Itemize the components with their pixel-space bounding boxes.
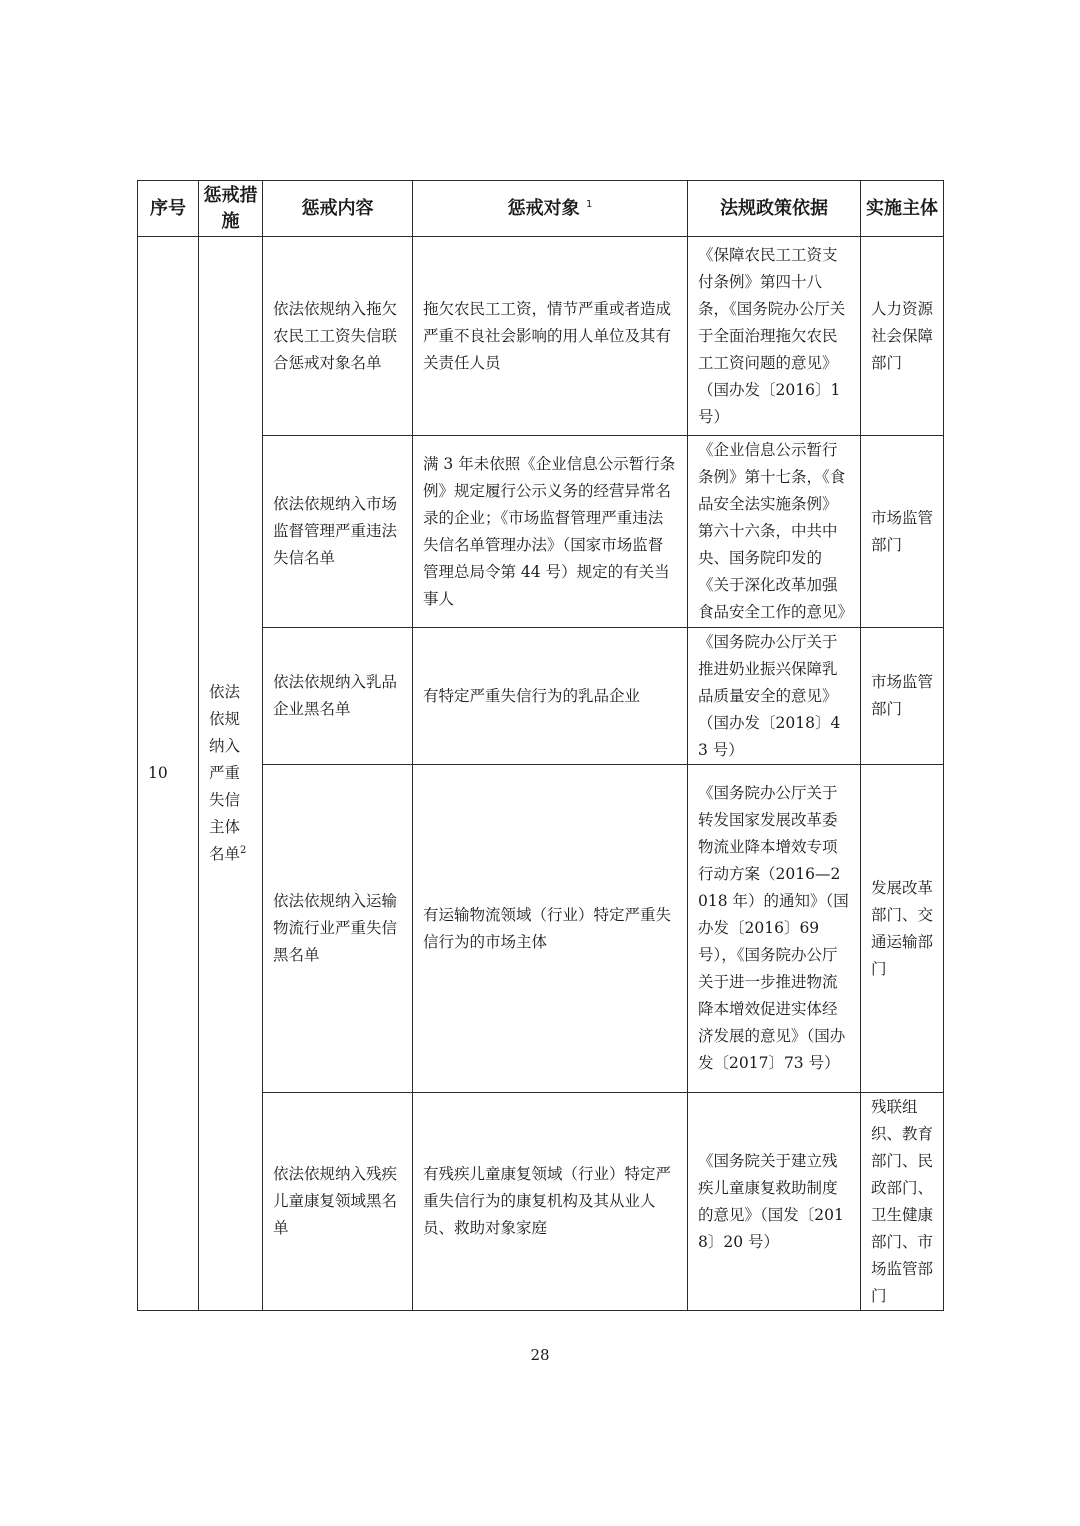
table-header-row xyxy=(138,181,944,237)
target-cell: 拖欠农民工工资，情节严重或者造成严重不良社会影响的用人单位及其有关责任人员 xyxy=(413,237,688,436)
agency-cell: 市场监管部门 xyxy=(861,436,944,628)
basis-cell: 《国务院关于建立残疾儿童康复救助制度的意见》（国发〔2018〕20 号） xyxy=(688,1093,861,1311)
measure-cell: 依法依规纳入严重失信主体名单$^2$ xyxy=(199,237,263,1311)
punishment-table xyxy=(137,180,944,1311)
basis-cell: 《企业信息公示暂行条例》第十七条，《食品安全法实施条例》第六十六条，中共中央、国务院印发的《关于深化改革加强食品安全工作的意见》 xyxy=(688,436,861,628)
agency-cell: 人力资源社会保障部门 xyxy=(861,237,944,436)
footnote-marker: 2 xyxy=(240,844,247,856)
header-agency: 实施主体 xyxy=(861,181,944,237)
footnote-marker: 1 xyxy=(585,198,593,210)
agency-cell: 残联组织、教育部门、民政部门、卫生健康部门、市场监管部门 xyxy=(861,1093,944,1311)
target-cell: 有运输物流领域（行业）特定严重失信行为的市场主体 xyxy=(413,765,688,1093)
content-cell: 依法依规纳入运输物流行业严重失信黑名单 xyxy=(263,765,413,1093)
header-measure: 惩戒措施 xyxy=(199,181,263,237)
target-cell: 有特定严重失信行为的乳品企业 xyxy=(413,628,688,765)
header-basis: 法规政策依据 xyxy=(688,181,861,237)
header-content: 惩戒内容 xyxy=(263,181,413,237)
page-number: 28 xyxy=(530,1346,550,1364)
header-seq: 序号 xyxy=(138,181,199,237)
header-target: 惩戒对象 $^1$ xyxy=(413,181,688,237)
seq-cell: 10 xyxy=(138,237,199,1311)
content-cell: 依法依规纳入拖欠农民工工资失信联合惩戒对象名单 xyxy=(263,237,413,436)
content-cell: 依法依规纳入市场监督管理严重违法失信名单 xyxy=(263,436,413,628)
table-row xyxy=(138,237,944,436)
content-cell: 依法依规纳入乳品企业黑名单 xyxy=(263,628,413,765)
basis-cell: 《保障农民工工资支付条例》第四十八条，《国务院办公厅关于全面治理拖欠农民工工资问题的意见》（国办发〔2016〕1 号） xyxy=(688,237,861,436)
target-cell: 有残疾儿童康复领域（行业）特定严重失信行为的康复机构及其从业人员、救助对象家庭 xyxy=(413,1093,688,1311)
agency-cell: 发展改革部门、交通运输部门 xyxy=(861,765,944,1093)
target-cell: 满 3 年未依照《企业信息公示暂行条例》规定履行公示义务的经营异常名录的企业；《市场监督管理严重违法失信名单管理办法》（国家市场监督管理总局令第 44 号）规定的有关当事人 xyxy=(413,436,688,628)
content-cell: 依法依规纳入残疾儿童康复领域黑名单 xyxy=(263,1093,413,1311)
basis-cell: 《国务院办公厅关于推进奶业振兴保障乳品质量安全的意见》（国办发〔2018〕43 号） xyxy=(688,628,861,765)
agency-cell: 市场监管部门 xyxy=(861,628,944,765)
basis-cell: 《国务院办公厅关于转发国家发展改革委物流业降本增效专项行动方案（2016—2018 年）的通知》（国办发〔2016〕69 号），《国务院办公厅关于进一步推进物流降本增效促进实体经济发展的意见》（国办发〔2017〕73 号） xyxy=(688,765,861,1093)
